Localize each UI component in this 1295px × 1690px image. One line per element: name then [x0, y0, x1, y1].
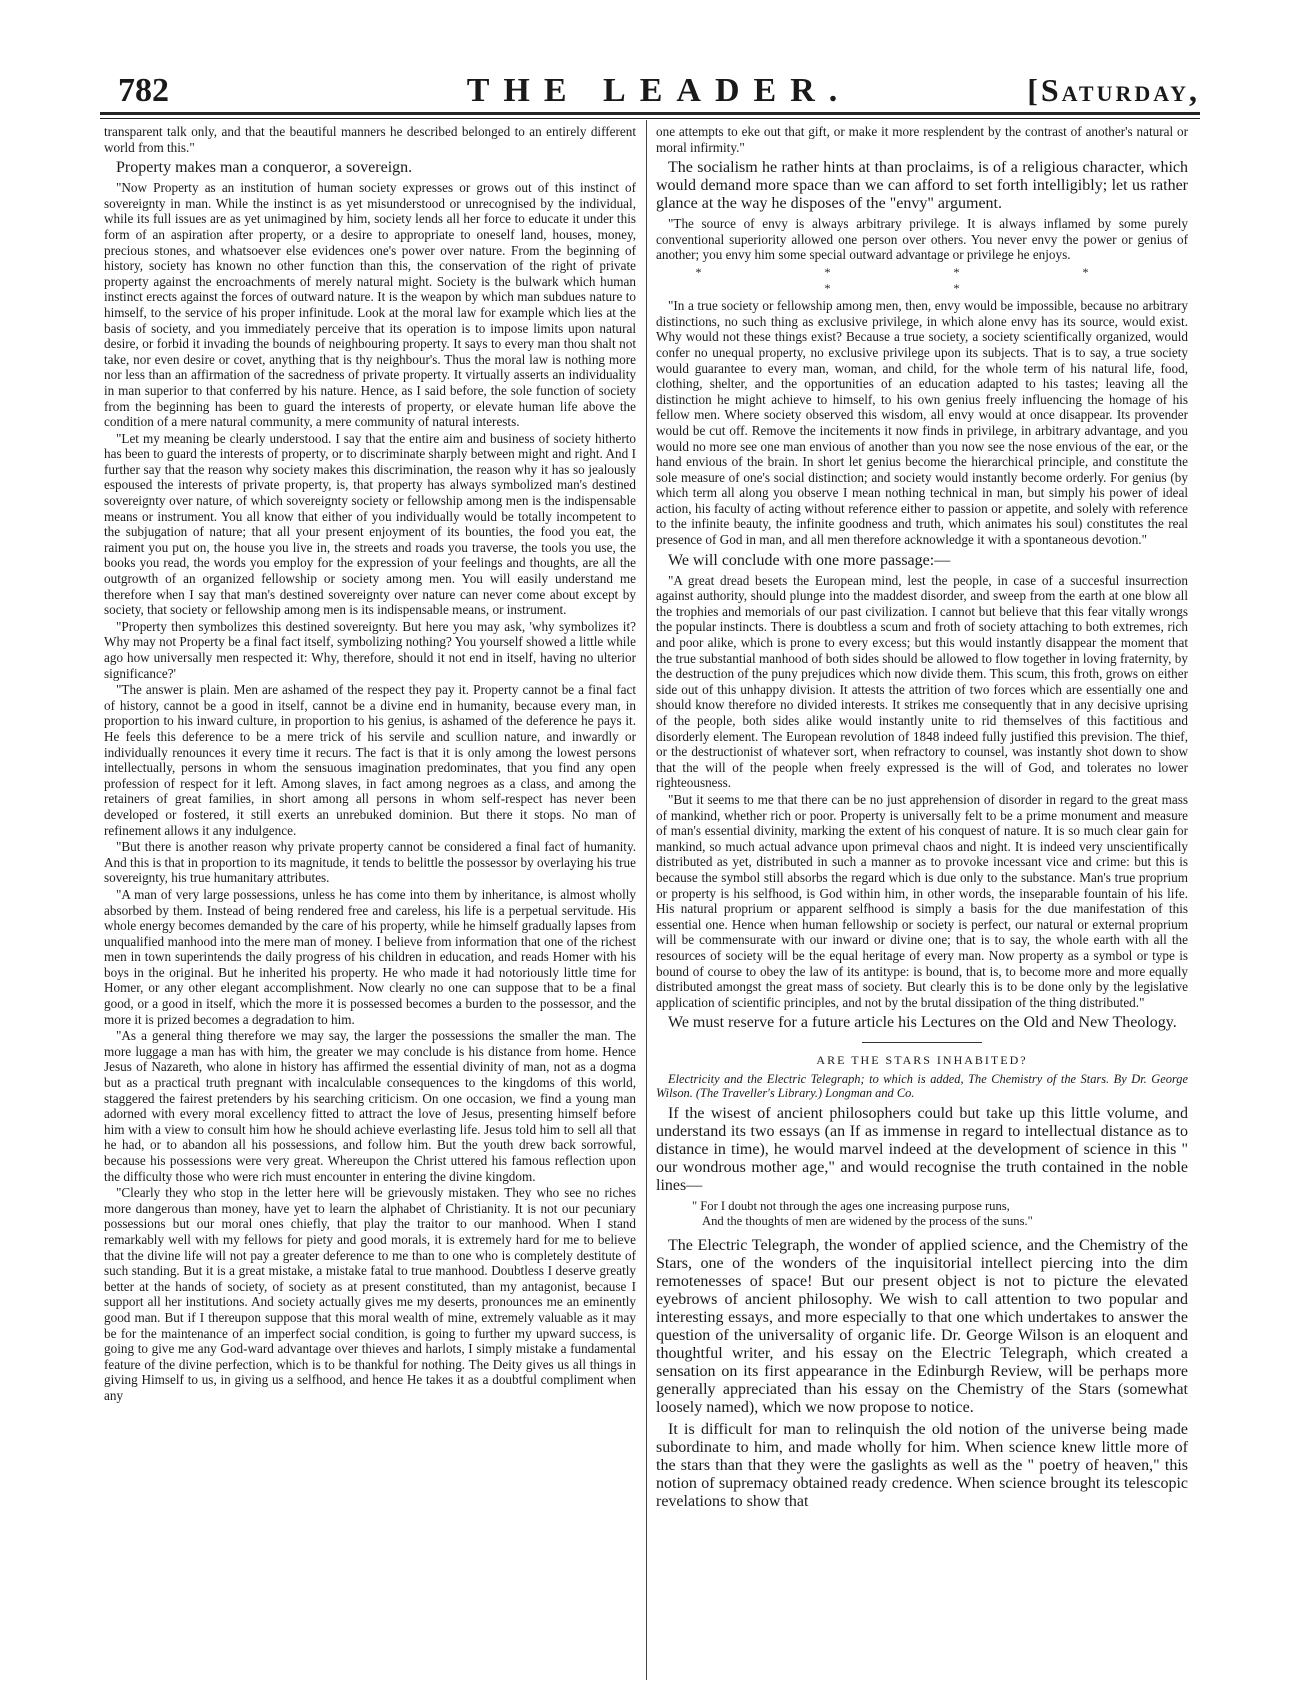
verse-line: And the thoughts of men are widened by the process of the suns."	[702, 1213, 1033, 1228]
paragraph-lead: The Electric Telegraph, the wonder of applied science, and the Chemistry of the Stars, one of the wonders of the inquisitorial intellect piercing into the dim remotenesses of space! But our present object is not to picture the elevated eyebrows of ancient philosophy. We wish to call attention to two popular and interesting essays, and more especially to that one which undertakes to answer the question of the universality of organic life. Dr. George Wilson is an eloquent and thoughtful writer, and his essay on the Electric Telegraph, which created a sensation on its first appearance in the Edinburgh Review, will be perhaps more generally appreciated than his essay on the Chemistry of the Stars (somewhat loosely named), which we now propose to notice.	[656, 1236, 1188, 1416]
paragraph: "But there is another reason why private property cannot be considered a final fact of humanity. And this is that in proportion to its magnitude, it tends to belittle the possessor by overlaying his true sovereignty, his true humanitary attributes.	[104, 839, 636, 886]
journal-title: THE LEADER.	[466, 72, 852, 109]
verse-quote	[692, 1199, 1188, 1229]
paragraph: "Property then symbolizes this destined sovereignty. But here you may ask, 'why symbolizes it? Why may not Property be a final fact itself, symbolizing nothing? You yourself showed a little while ago how universally men respected it: Why, therefore, should it not end in itself, having no ulterior significance?'	[104, 618, 636, 681]
paragraph: one attempts to eke out that gift, or make it more resplendent by the contrast of another's natural or moral infirmity."	[656, 124, 1188, 155]
page-number: 782	[118, 72, 169, 109]
header-rule-thin	[100, 118, 1200, 119]
paragraph: "Let my meaning be clearly understood. I say that the entire aim and business of society hitherto has been to guard the interests of property, or to discriminate sharply between might and right. And I further say that the reason why society makes this discrimination, the reason why it has so jealously espoused the interests of private property, is, that property has always symbolized man's destined sovereignty over nature, of which sovereignty society or fellowship among men is the indispensable means or instrument. You all know that either of you individually would be totally incompetent to the subjugation of nature; that all your present enjoyment of its bounties, the food you eat, the raiment you put on, the house you live in, the streets and roads you traverse, the tools you use, the books you read, the words you employ for the expression of your feelings and thoughts, are all the outgrowth of an organized fellowship or society among men. You will easily understand me therefore when I say that man's destined sovereignty over nature can never come about except by society, that society or fellowship among men is its indispensable means, or instrument.	[104, 430, 636, 618]
verse-line: " For I doubt not through the ages one increasing purpose runs,	[692, 1198, 1010, 1213]
paragraph-lead: We will conclude with one more passage:—	[668, 551, 951, 569]
paragraph: "A man of very large possessions, unless he has come into them by inheritance, is almost wholly absorbed by them. Instead of being rendered free and careless, his life is a perpetual servitude. His whole energy becomes demanded by the care of his property, while he himself gradually lapses from unqualified manhood into the mere man of money. I believe from information that one of the richest men in town superintends the daily progress of his children in education, and reads Homer with his boys in the original. But he inherited his property. He who made it had notoriously little time for Homer, or any other elegant accomplishment. Now clearly no one can suppose that to be a final good, or a good in itself, which the more it is possessed becomes a burden to the possessor, and the more it is prized becomes a degradation to him.	[104, 886, 636, 1027]
section-stars: * * * * * *	[695, 264, 1149, 295]
paragraph-lead: It is difficult for man to relinquish the old notion of the universe being made subordinate to him, and made wholly for him. When science knew little more of the stars than that they were the gaslights as well as the " poetry of heaven," this notion of supremacy obtained ready credence. When science brought its telescopic revelations to show that	[656, 1420, 1188, 1510]
header-rule	[100, 112, 1200, 115]
paragraph-lead: We must reserve for a future article his Lectures on the Old and New Theology.	[668, 1014, 1177, 1032]
paragraph-lead: Property makes man a conqueror, a sovereign.	[116, 159, 413, 177]
bibliographic-entry: Electricity and the Electric Telegraph; to which is added, The Chemistry of the Stars. By Dr. George Wilson. (The Traveller's Library.) Longman and Co.	[656, 1071, 1188, 1101]
article-title: ARE THE STARS INHABITED?	[816, 1053, 1028, 1068]
section-rule	[862, 1042, 982, 1043]
paragraph: "Clearly they who stop in the letter here will be grievously mistaken. They who see no riches more dangerous than money, have yet to learn the alphabet of Christianity. It is not our pecuniary possessions but our moral ones chiefly, that play the traitor to our manhood. When I stand remarkably well with my fellows for piety and good morals, it is extremely hard for me to believe that the divine life will not pay a greater deference to me than to one who is completely destitute of such standing. But it is a great mistake, a mistake fatal to true manhood. Doubtless I deserve greatly better at the hands of society, of society as at present constituted, than my antagonist, because I support all her institutions. And society actually gives me my deserts, pronounces me an eminently good man. But if I thereupon suppose that this moral wealth of mine, extremely valuable as it may be for the maintenance of an imperfect social condition, is going to further my upward success, is going to give me any God-ward advantage over thieves and harlots, I simply mistake a fundamental feature of the divine perfection, which is to be thankful for nothing. The Deity gives us all things in giving Himself to us, in giving us a selfhood, and hence He takes it as a doubtful compliment when any	[104, 1185, 636, 1403]
paragraph-lead: If the wisest of ancient philosophers could but take up this little volume, and understand its two essays (an If as immense in regard to intellectual distance as to distance in time), he would marvel indeed at the development of science in this " our wondrous mother age," and would recognise the truth contained in the noble lines—	[656, 1104, 1188, 1194]
paragraph-lead: The socialism he rather hints at than proclaims, is of a religious character, which would demand more space than we can afford to set forth intelligibly; let us rather glance at the way he disposes of the "envy" argument.	[656, 159, 1188, 213]
paragraph: "But it seems to me that there can be no just apprehension of disorder in regard to the great mass of mankind, whether rich or poor. Property is universally felt to be a prime monument and measure of man's essential divinity, marking the extent of his conquest of nature. It is so much clear gain for mankind, so much actual advance upon primeval chaos and night. It is indeed very unscientifically distributed as yet, distributed in such a manner as to provoke incessant vice and crime: but this is because the symbol still absorbs the regard which is due only to the substance. Man's true proprium or property is his selfhood, is God within him, in other words, the inseparable fountain of his life. His natural proprium or apparent selfhood is simply a basis for the due manifestation of this essential one. Hence when human fellowship or society is perfect, our natural or external proprium will be commensurate with our inward or divine one; that is to say, the whole earth with all the resources of society will be the equal heritage of every man. Now property as a symbol or type is bound of course to obey the law of its antitype: is bound, that is, to become more and more equally distributed amongst the great mass of society. But clearly this is to be done only by the legislative application of scientific principles, and not by the brutal dissipation of the thing distributed."	[656, 791, 1188, 1010]
paragraph: "Now Property as an institution of human society expresses or grows out of this instinct of sovereignty in man. While the instinct is as yet misunderstood or unrecognised by the individual, while its full issues are as yet unimagined by him, society lends all her force to educate it under this form of an aspiration after property, or a desire to appropriate to oneself land, houses, money, precious stones, and whatsoever else evidences one's power over nature. From the beginning of history, society has known no other function than this, the conservation of the right of private property against the encroachments of merely natural might. Society is the bulwark which human instinct erects against the forces of outward nature. It is the weapon by which man subdues nature to himself, to the service of his proper infinitude. Look at the moral law for example which lies at the basis of society, and you immediately perceive that its operation is to impose limits upon natural desire, or forbid it invading the bounds of neighbouring property. It says to every man thou shalt not take, nor even desire or covet, anything that is thy neighbour's. Thus the moral law is nothing more nor less than an affirmation of the sacredness of private property. It virtually asserts an individuality in man superior to that conferred by his nature. Hence, as I said before, the sole function of society from the beginning has been to guard the interests of property, or elevate human life above the condition of a mere natural community, a mere community of natural interests.	[104, 180, 636, 430]
paragraph: "The answer is plain. Men are ashamed of the respect they pay it. Property cannot be a final fact of history, cannot be a good in itself, cannot be a divine end in humanity, because every man, in proportion to his inward culture, in proportion to his genius, is ashamed of the deference he pays it. He feels this deference to be a mere trick of his servile and scullion nature, and inwardly or individually renounces it every time it recurs. The fact is that it is only among the lowest persons intellectually, persons in whom the sensuous imagination predominates, that you find any open profession of respect for it left. Among slaves, in fact among negroes as a class, and among the retainers of great families, in short among all persons in whom self-respect has never been developed or fostered, it still exerts an unrebuked dominion. But there it stops. No man of refinement allows it any indulgence.	[104, 682, 636, 838]
right-column	[656, 124, 1188, 1684]
masthead	[118, 72, 1200, 112]
paragraph: "As a general thing therefore we may say, the larger the possessions the smaller the man. The more luggage a man has with him, the greater we may conclude is his distance from home. Hence Jesus of Nazareth, who alone in history has affirmed the essential divinity of man, not as a dogma but as a practical truth pregnant with incalculable consequences to the kingdoms of this world, staggered the fairest pretenders by his searching criticism. On one occasion, we find a young man adorned with every moral excellency fitted to attract the love of Jesus, presenting himself before him with a view to consult him how he should achieve everlasting life. Jesus told him to sell all that he had, or to abandon all his possessions, and follow him. But the youth drew back sorrowful, because his possessions were very great. Whereupon the Christ uttered his famous reflection upon the difficulty those who were rich must encounter in entering the divine kingdom.	[104, 1028, 636, 1184]
issue-day: [Saturday,	[1027, 72, 1200, 108]
paragraph: "A great dread besets the European mind, lest the people, in case of a succesful insurrection against authority, should plunge into the maddest disorder, and sweep from the earth at one blow all the trophies and memorials of our past civilization. I cannot but believe that this fear vitally wrongs the popular instincts. There is doubtless a scum and froth of society attaching to both extremes, rich and poor alike, which is prone to every excess; but this would instantly disappear the moment that the true substantial manhood of both sides should be allowed to flow together in loving fraternity, by the destruction of the puny prejudices which now divide them. This scum, this froth, grows on either side out of this unhappy division. It attests the attrition of two forces which are essentially one and should know therefore no divided interests. It strikes me consequently that in any decisive uprising of the people, both sides alike would instantly unite to rid themselves of this factitious and disorderly element. The European revolution of 1848 indeed fully justified this prevision. The thief, or the destructionist of whatever sort, when refractory to counsel, was instantly shot down to show that the will of the people when freely expressed is the will of God, and tolerates no lower righteousness.	[656, 572, 1188, 791]
paragraph: transparent talk only, and that the beautiful manners he described belonged to an entirely different world from this."	[104, 124, 636, 155]
column-divider	[646, 120, 647, 1680]
paragraph: "In a true society or fellowship among men, then, envy would be impossible, because no arbitrary distinctions, no such thing as exclusive privilege, in which alone envy has its source, would exist. Why would not these things exist? Because a true society, a society scientifically organized, would confer no unequal property, no exclusive privilege upon its subjects. That is to say, a true society would guarantee to every man, woman, and child, for the whole term of his natural life, food, clothing, shelter, and the opportunities of an education adapted to his tastes; leaving all the distinction he might achieve to himself, to his own genius freely influencing the homage of his fellow men. Where society observed this wisdom, all envy would at once disappear. Its provender would be cut off. Remove the incitements it now finds in privilege, in arbitrary advantage, and you would no more see one man envious of another than you now see the nose envious of the ear, or the hand envious of the brain. In short let genius become the hierarchical principle, and constitute the sole measure of one's social distinction; and society would instantly become orderly. For genius (by which term all along you observe I mean nothing technical in man, but simply his power of ideal action, his faculty of acting without reference either to passion or appetite, and solely with reference to the infinite beauty, the infinite goodness and truth, which animates his soul) constitutes the real presence of God in man, and all men therefore acknowledge it with a spontaneous devotion."	[656, 298, 1188, 548]
left-column	[104, 124, 636, 1684]
paragraph: "The source of envy is always arbitrary privilege. It is always inflamed by some purely conventional superiority allowed one person over others. You never envy the power or genius of another; you envy him some special outward advantage or privilege he enjoys.	[656, 216, 1188, 263]
